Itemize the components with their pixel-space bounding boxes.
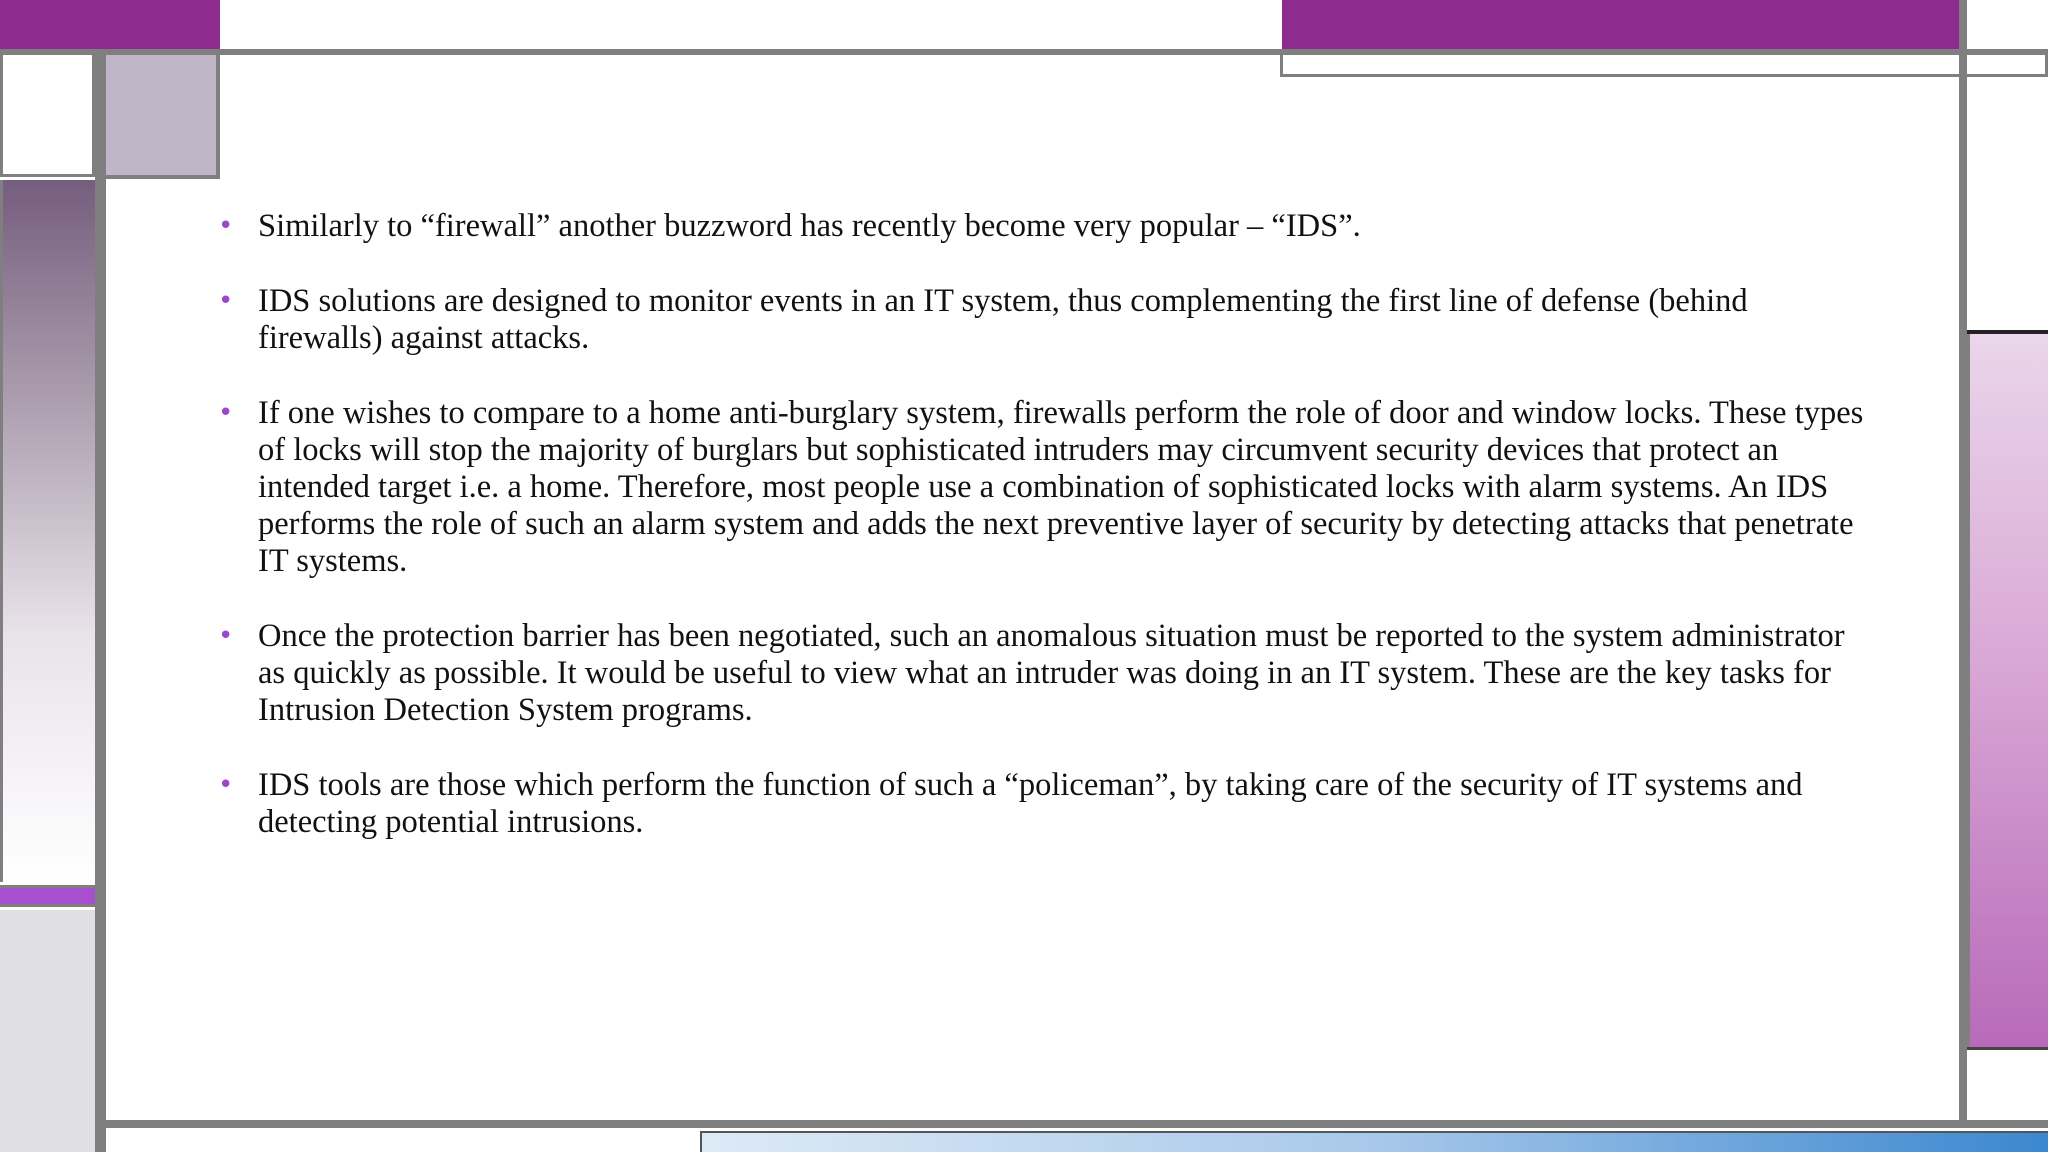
left-accent-bar	[0, 885, 100, 907]
bullet-item	[218, 395, 1878, 580]
top-right-frame-box	[1280, 49, 2048, 77]
bottom-frame-line	[106, 1120, 2048, 1128]
top-left-accent-bar	[0, 0, 220, 49]
bullet-text: IDS tools are those which perform the function of such a “policeman”, by taking care of the security of IT systems and detecting potential intrusions.	[258, 767, 1803, 840]
left-top-frame-box	[0, 55, 95, 177]
bullet-dot-icon: •	[218, 286, 234, 316]
slide-content	[218, 208, 1878, 879]
bullet-list	[218, 208, 1878, 841]
right-frame-line	[1959, 0, 1967, 1128]
bullet-dot-icon: •	[218, 770, 234, 800]
bottom-blue-strip	[700, 1131, 2048, 1152]
top-right-accent-bar	[1282, 0, 1959, 49]
bullet-item	[218, 618, 1878, 729]
corner-mauve-block	[106, 55, 220, 179]
bullet-text: IDS solutions are designed to monitor events in an IT system, thus complementing the first line of defense (behind firewalls) against attacks.	[258, 283, 1748, 356]
bullet-dot-icon: •	[218, 211, 234, 241]
bullet-item	[218, 767, 1878, 841]
bullet-text: Once the protection barrier has been negotiated, such an anomalous situation must be reported to the system administrator as quickly as possible. It would be useful to view what an intruder was doing in an IT system. These are the key tasks for Intrusion Detection System programs.	[258, 618, 1845, 728]
right-panel-bottom-line	[1967, 1047, 2048, 1050]
left-gray-panel	[0, 910, 95, 1152]
bullet-text: If one wishes to compare to a home anti-burglary system, firewalls perform the role of door and window locks. These types of locks will stop the majority of burglars but sophisticated intruders may circumvent security devices that protect an intended target i.e. a home. Therefore, most people use a combination of sophisticated locks with alarm systems. An IDS performs the role of such an alarm system and adds the next preventive layer of security by detecting attacks that penetrate IT systems.	[258, 395, 1864, 579]
bullet-dot-icon: •	[218, 621, 234, 651]
bullet-text: Similarly to “firewall” another buzzword has recently become very popular – “IDS”.	[258, 208, 1361, 244]
bullet-item	[218, 208, 1878, 245]
left-frame-line	[95, 49, 106, 1152]
bullet-item	[218, 283, 1878, 357]
bullet-dot-icon: •	[218, 398, 234, 428]
right-gradient-panel	[1967, 334, 2048, 1049]
left-gradient-panel	[0, 180, 95, 882]
